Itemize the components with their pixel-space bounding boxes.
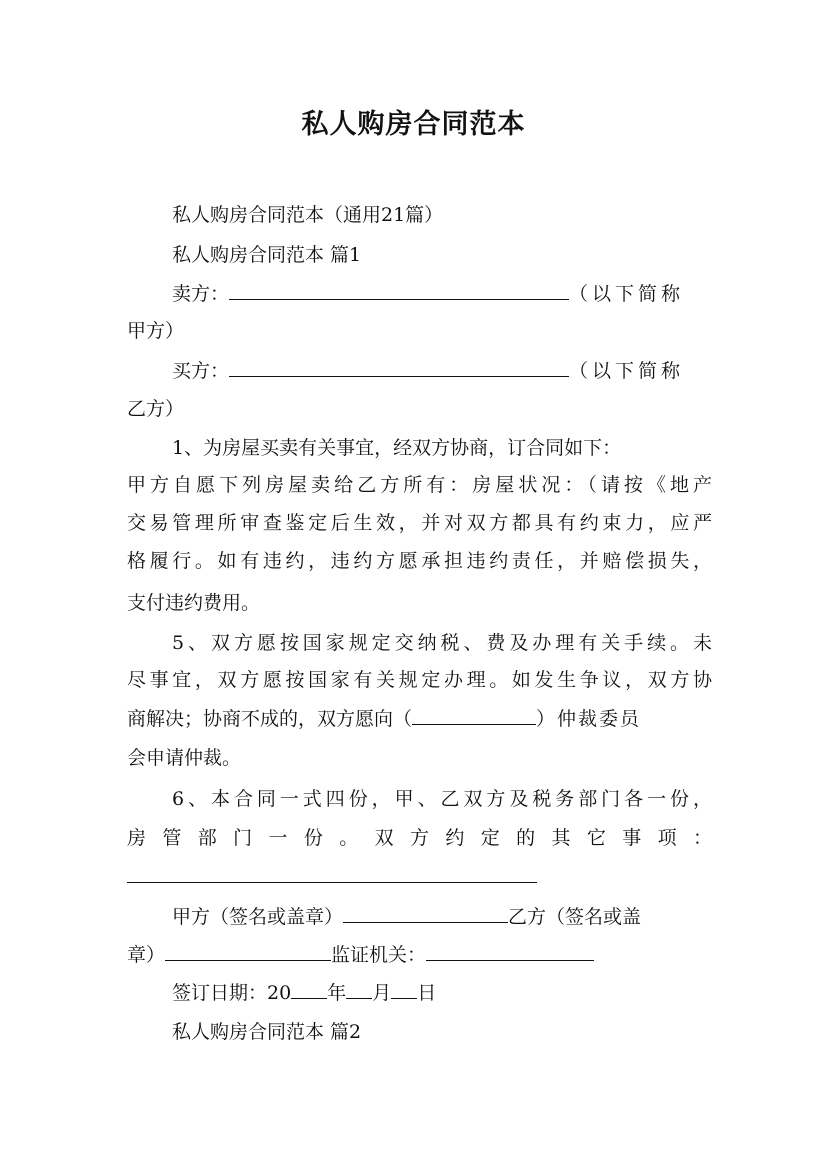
party-b-sign-continuation: 章） <box>127 944 166 966</box>
date-prefix: 签订日期：20 <box>172 982 292 1004</box>
buyer-continuation: 乙方） <box>127 398 185 420</box>
seller-continuation: 甲方） <box>127 320 185 342</box>
clause-1-line-5: 支付违约费用。 <box>127 592 261 614</box>
other-matters-blank <box>127 882 537 883</box>
arbitration-blank <box>412 704 536 725</box>
buyer-label: 买方： <box>172 360 230 382</box>
notary-label: 监证机关： <box>331 944 427 966</box>
clause-5-line-3 <box>127 704 712 731</box>
month-label: 月 <box>372 982 392 1004</box>
clause-5-line-1: 5、双方愿按国家规定交纳税、费及办理有关手续。未 <box>172 632 712 654</box>
party-b-sign-label: 乙方（签名或盖 <box>508 906 642 928</box>
party-b-sign-blank <box>165 940 331 961</box>
section-heading-1: 私人购房合同范本 篇1 <box>172 244 362 266</box>
party-a-sign-blank <box>343 902 508 923</box>
clause-5-line-4: 会申请仲裁。 <box>127 747 242 769</box>
day-blank <box>391 978 417 999</box>
clause-6-line-1: 6、本合同一式四份，甲、乙双方及税务部门各一份， <box>172 788 712 810</box>
seller-label: 卖方： <box>172 283 230 305</box>
day-label: 日 <box>417 982 437 1004</box>
buyer-blank <box>229 356 569 377</box>
year-label: 年 <box>327 982 347 1004</box>
clause-6-line-2: 房管部门一份。双方约定的其它事项： <box>127 827 712 849</box>
notary-blank <box>426 940 594 961</box>
document-title: 私人购房合同范本 <box>301 109 526 140</box>
signature-line <box>172 902 712 929</box>
clause-5-line-2: 尽事宜，双方愿按国家有关规定办理。如发生争议，双方协 <box>127 669 712 691</box>
section-heading-2: 私人购房合同范本 篇2 <box>172 1021 362 1043</box>
clause-1-line-1: 1、为房屋买卖有关事宜，经双方协商，订合同如下： <box>172 437 622 459</box>
party-a-sign-label: 甲方（签名或盖章） <box>172 906 344 928</box>
month-blank <box>346 978 372 999</box>
clause-1-line-2: 甲方自愿下列房屋卖给乙方所有：房屋状况：（请按《地产 <box>127 474 712 496</box>
seller-blank <box>229 279 569 300</box>
year-blank <box>291 978 327 999</box>
seller-line <box>172 279 712 306</box>
signing-date-line <box>172 978 712 1005</box>
subtitle-line: 私人购房合同范本（通用21篇） <box>172 204 444 226</box>
seller-suffix: （以下简称 <box>569 283 685 305</box>
buyer-line <box>172 356 712 383</box>
clause-1-line-3: 交易管理所审查鉴定后生效，并对双方都具有约束力，应严 <box>127 512 712 534</box>
clause-1-line-4: 格履行。如有违约，违约方愿承担违约责任，并赔偿损失， <box>127 550 712 572</box>
buyer-suffix: （以下简称 <box>569 360 685 382</box>
signature-line-2 <box>127 940 712 967</box>
clause-5-text-a: 商解决；协商不成的，双方愿向（ <box>127 708 413 730</box>
clause-5-text-b: ）仲裁委员 <box>536 708 642 730</box>
